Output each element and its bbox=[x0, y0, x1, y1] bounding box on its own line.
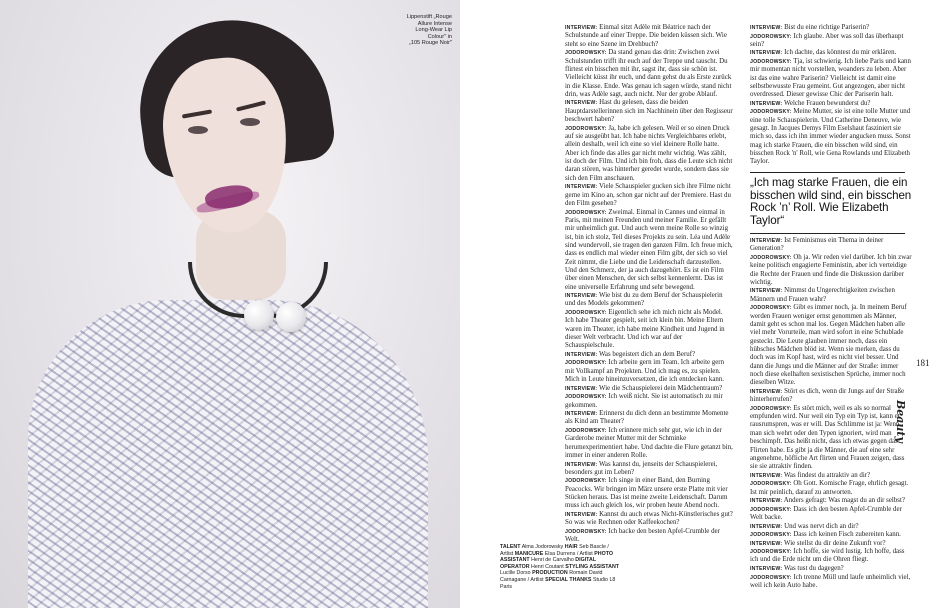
paragraph-text: Wie die Schauspielerei dein Mädchentraum? bbox=[598, 384, 723, 392]
paragraph-text: Hast du gelesen, dass die beiden Hauptdarstellerinnen sich im Nachhinein über den Regisseur beschwert haben? bbox=[565, 99, 733, 124]
paragraph-text: Zweimal. Einmal in Cannes und einmal in Paris, mit meinen Freunden und meiner Familie. Er gefällt mir unheimlich gut. Und auch wenn meine Rolle so winzig ist, bin ich stolz, Teil dieses Projekts zu sein. Léa und Adèle sind wundervoll, sie tragen den ganzen Film. Ich freue mich, dass es endlich mal wieder einen Film gibt, der sich so viel Zeit nimmt, die Liebe und die Leidenschaft darzustellen. Und den Schmerz, der ja auch dazugehört. Es ist ein Film über einen Menschen, der sich selbst kennenlernt. Das ist eine universelle Erfahrung und sehr bewegend. bbox=[565, 208, 733, 291]
interview-paragraph bbox=[565, 309, 733, 351]
interview-paragraph bbox=[750, 388, 912, 405]
interview-paragraph bbox=[565, 99, 733, 124]
speaker-label: INTERVIEW: bbox=[750, 472, 783, 479]
paragraph-text: Und was nervt dich an dir? bbox=[784, 522, 859, 530]
interview-paragraph bbox=[750, 548, 912, 565]
paragraph-text: Ich glaube. Aber was soll das überhaupt sein? bbox=[750, 32, 904, 48]
interview-paragraph bbox=[565, 385, 733, 393]
interview-paragraph bbox=[565, 292, 733, 309]
credit-text: Henri de Carvalho bbox=[531, 557, 574, 564]
interview-paragraph bbox=[750, 574, 912, 591]
interview-paragraph bbox=[565, 427, 733, 460]
paragraph-text: Eigentlich sehe ich mich nicht als Model. Ich habe Theater gespielt, seit ich klein bin. Meine Eltern waren im Theater, ich habe meine Kindheit und Jugend in dieser Welt verbracht. Und ich war auf der Schauspielschule. bbox=[565, 309, 725, 350]
paragraph-text: Was kannst du, jenseits der Schauspielerei, besonders gut im Leben? bbox=[565, 460, 718, 476]
paragraph-text: Ich backe den besten Apfel-Crumble der Welt. bbox=[565, 527, 720, 544]
paragraph-text: Wie stellst du dir deine Zukunft vor? bbox=[783, 539, 886, 547]
credit-label: MANICURE bbox=[514, 550, 544, 557]
interview-paragraph bbox=[565, 125, 733, 183]
paragraph-text: Was begeistert dich an dem Beruf? bbox=[598, 350, 696, 358]
paragraph-text: Ich hoffe, sie wird lustig. Ich hoffe, dass ich und die Erde nicht um die Ohren fliegt. bbox=[750, 548, 905, 564]
speaker-label: INTERVIEW: bbox=[565, 511, 598, 518]
interview-paragraph bbox=[565, 359, 733, 384]
speaker-label: JODOROWSKY: bbox=[565, 209, 607, 216]
paragraph-text: Kannst du auch etwas Nicht-Künstlerisches gut? So was wie Rechnen oder Kaffeekochen? bbox=[565, 510, 733, 527]
speaker-label: JODOROWSKY: bbox=[750, 305, 792, 312]
magazine-name: Beauty bbox=[894, 400, 907, 443]
speaker-label: JODOROWSKY: bbox=[565, 360, 607, 367]
page-number: 181 bbox=[916, 358, 930, 368]
photo-caption bbox=[360, 14, 452, 47]
caption-line: Colour" in bbox=[427, 33, 452, 40]
credit-text: Seb Bascle / bbox=[579, 544, 609, 550]
speaker-label: INTERVIEW: bbox=[565, 461, 598, 468]
speaker-label: INTERVIEW: bbox=[565, 184, 598, 191]
paragraph-text: Ja, habe ich gelesen. Weil er so einen Druck auf sie ausgeübt hat. Ich habe nichts Vergleichbares erlebt, allein deshalb, weil ich eine so viel kleinere Rolle hatte. Aber ich finde das alles gar nicht mehr wichtig. Was zählt, ist doch der Film. Und ich bin froh, dass die Leute sich nicht daran stören, was hinterher geredet wurde, sondern dass sie sich den Film anschauen. bbox=[565, 124, 733, 182]
paragraph-text: Ich arbeite gern im Team. Ich arbeite gern mit Vollkampf an Projekten. Und ich mag es, zu spielen. Mich in Leute hineinzuversetzen, die ich entdecken kann. bbox=[565, 359, 725, 384]
paragraph-text: Anders gefragt: Was magst du an dir selbst? bbox=[783, 497, 905, 505]
interview-paragraph bbox=[565, 461, 733, 478]
column-2-bottom bbox=[750, 237, 912, 590]
interview-paragraph bbox=[565, 183, 733, 208]
interview-paragraph bbox=[565, 49, 733, 99]
paragraph-text: Tja, ist schwierig. Ich liebe Paris und kann mir momentan nicht vorstellen, woanders zu leben. Aber ist das eine wahre Pariserin? Vielleicht ist damit eine selbstbewusste Frau gemeint. Gut angezogen, aber nicht overdressed. Dieser gewisse Chic der Pariserin halt. bbox=[750, 57, 911, 99]
paragraph-text: Meine Mutter, sie ist eine tolle Mutter und eine tolle Schauspielerin. Und Catherine Deneuve, wie gesagt. In Jacques Demys Film Eselshaut fasziniert sie mich so, dass ich ihn immer wieder angucken muss. Sonst mag ich starke Frauen, die ein bisschen wild sind, ein bisschen Rock 'n' Roll, wie Gena Rowlands und Elizabeth Taylor. bbox=[750, 108, 911, 166]
speaker-label: INTERVIEW: bbox=[750, 100, 783, 107]
paragraph-text: Wie bist du zu dem Beruf der Schauspielerin und des Models gekommen? bbox=[565, 292, 723, 308]
credit-label: DIGITAL OPERATOR bbox=[500, 557, 596, 570]
cover-photo bbox=[0, 0, 460, 608]
credit-entry bbox=[500, 544, 565, 550]
interview-paragraph bbox=[750, 506, 912, 523]
credit-entry bbox=[565, 544, 609, 550]
speaker-label: INTERVIEW: bbox=[750, 237, 783, 244]
paragraph-text: Stört es dich, wenn dir Jungs auf der Straße hinterherrufen? bbox=[750, 387, 905, 404]
paragraph-text: Bist du eine richtige Pariserin? bbox=[784, 24, 870, 31]
speaker-label: JODOROWSKY: bbox=[565, 478, 607, 485]
credit-text: Romain David Carnagane / Artlist bbox=[500, 570, 603, 583]
credit-text: Lucille Dorso bbox=[500, 570, 531, 577]
paragraph-text: Es stört mich, weil es als so normal empfunden wird. Nur weil ein Typ ein Typ ist, kann er rausrumspren, was er will. Das Schlimme ist ja: Wenn man sich wehrt oder den Typen ignoriert, wird man beschimpft. Das heißt nicht, dass ich etwas gegen das Flirten habe. Es gibt ja die Männer, die auf eine sehr angenehme, höfliche Art flirten und Frauen zeigen, dass sie sie attraktiv finden. bbox=[750, 404, 905, 471]
credit-label: HAIR bbox=[564, 544, 578, 550]
necklace-pearl-left bbox=[244, 300, 274, 330]
speaker-label: JODOROWSKY: bbox=[565, 394, 607, 401]
interview-paragraph bbox=[565, 24, 733, 49]
speaker-label: INTERVIEW: bbox=[750, 25, 783, 31]
interview-paragraph bbox=[750, 58, 912, 100]
credit-text: Artlist bbox=[500, 550, 514, 557]
speaker-label: JODOROWSKY: bbox=[750, 574, 792, 581]
speaker-label: INTERVIEW: bbox=[565, 351, 598, 358]
left-eye bbox=[188, 126, 208, 134]
photo-credits bbox=[500, 544, 622, 590]
right-eye bbox=[240, 118, 260, 126]
speaker-label: INTERVIEW: bbox=[565, 411, 598, 418]
paragraph-text: Was findest du attraktiv an dir? bbox=[783, 471, 871, 479]
interview-paragraph bbox=[750, 565, 912, 573]
necklace-pearl-right bbox=[276, 302, 306, 332]
speaker-label: JODOROWSKY: bbox=[565, 310, 607, 316]
interview-paragraph bbox=[750, 472, 912, 480]
interview-column-2 bbox=[750, 24, 912, 590]
interview-paragraph bbox=[750, 49, 912, 57]
interview-paragraph bbox=[565, 528, 733, 545]
interview-paragraph bbox=[750, 523, 912, 531]
speaker-label: INTERVIEW: bbox=[750, 50, 783, 57]
paragraph-text: Was tust du dagegen? bbox=[783, 565, 844, 572]
speaker-label: JODOROWSKY: bbox=[750, 109, 792, 116]
credit-entry bbox=[500, 551, 515, 557]
speaker-label: INTERVIEW: bbox=[750, 540, 783, 547]
credit-label: STYLING ASSISTANT bbox=[565, 563, 620, 570]
interview-paragraph bbox=[750, 254, 912, 287]
speaker-label: JODOROWSKY: bbox=[565, 125, 607, 132]
paragraph-text: Erinnerst du dich denn an bestimmte Momente als Kind am Theater? bbox=[565, 410, 729, 426]
column-2-top bbox=[750, 24, 912, 167]
speaker-label: JODOROWSKY: bbox=[565, 427, 607, 434]
credit-label: TALENT bbox=[500, 544, 521, 550]
interview-paragraph bbox=[750, 33, 912, 50]
interview-paragraph bbox=[750, 497, 912, 505]
quote-rule-bottom bbox=[750, 233, 905, 234]
paragraph-text: Oh Gott. Komische Frage, ehrlich gesagt. Ist mir peinlich, darauf zu antworten. bbox=[750, 480, 909, 496]
caption-line: „105 Rouge Noir" bbox=[408, 40, 452, 47]
paragraph-text: Ich singe in einer Band, den Burning Peacocks. Wir bringen im März unsere erste Platte mit vier Stücken heraus. Das ist meine zweite Leidenschaft. Darum muss ich auch gleich los, wir proben heute Abend noch. bbox=[565, 477, 728, 510]
interview-paragraph bbox=[750, 480, 912, 497]
speaker-label: INTERVIEW: bbox=[750, 566, 783, 572]
speaker-label: JODOROWSKY: bbox=[750, 549, 792, 556]
credit-label: PRODUCTION bbox=[532, 570, 568, 577]
speaker-label: INTERVIEW: bbox=[565, 385, 598, 392]
paragraph-text: Ich trenne Müll und laufe unheimlich viel, weil ich kein Auto habe. bbox=[750, 573, 911, 589]
speaker-label: INTERVIEW: bbox=[565, 100, 598, 107]
paragraph-text: Ist Feminismus ein Thema in deiner Generation? bbox=[750, 236, 884, 253]
interview-paragraph bbox=[565, 477, 733, 510]
quote-rule-top bbox=[750, 172, 905, 173]
paragraph-text: Ich weiß nicht. Sie ist automatisch zu mir gekommen. bbox=[565, 393, 723, 409]
speaker-label: JODOROWSKY: bbox=[750, 481, 792, 488]
paragraph-text: Dass ich keinen Fisch zubereiten kann. bbox=[793, 531, 901, 539]
interview-paragraph bbox=[565, 393, 733, 410]
caption-line: Lippenstift „Rouge bbox=[406, 14, 452, 20]
speaker-label: INTERVIEW: bbox=[750, 498, 783, 505]
paragraph-text: Welche Frauen bewunderst du? bbox=[783, 99, 871, 107]
credit-label: PHOTO ASSISTANT bbox=[500, 550, 613, 564]
speaker-label: JODOROWSKY: bbox=[750, 58, 792, 65]
speaker-label: INTERVIEW: bbox=[565, 293, 598, 300]
speaker-label: JODOROWSKY: bbox=[750, 254, 792, 261]
speaker-label: JODOROWSKY: bbox=[750, 33, 792, 40]
interview-paragraph bbox=[750, 405, 912, 472]
credit-entry bbox=[515, 551, 595, 557]
sequin-dress bbox=[28, 300, 428, 608]
interview-page bbox=[460, 0, 936, 608]
interview-paragraph bbox=[750, 24, 912, 32]
paragraph-text: Dass ich den besten Apfel-Crumble der Welt backe. bbox=[750, 505, 902, 521]
interview-column-1 bbox=[565, 24, 733, 545]
interview-paragraph bbox=[565, 410, 733, 427]
interview-paragraph bbox=[750, 540, 912, 548]
caption-line: Allure Intense bbox=[417, 20, 452, 27]
speaker-label: INTERVIEW: bbox=[750, 388, 783, 395]
paragraph-text: Ich erinnere mich sehr gut, wie ich in der Garderobe meiner Mutter mit der Schminke herumexperimentiert habe. Und dachte die Flure getanzt bin, immer in einer anderen Rolle. bbox=[565, 426, 733, 459]
credit-label: SPECIAL THANKS bbox=[545, 576, 592, 583]
paragraph-text: Nimmst du Ungerechtigkeiten zwischen Männern und Frauen wahr? bbox=[750, 287, 895, 303]
credit-text: Studio L8 Paris bbox=[500, 576, 616, 590]
interview-paragraph bbox=[565, 351, 733, 359]
speaker-label: INTERVIEW: bbox=[565, 25, 598, 31]
speaker-label: JODOROWSKY: bbox=[750, 532, 792, 539]
speaker-label: INTERVIEW: bbox=[750, 523, 783, 530]
interview-paragraph bbox=[750, 531, 912, 539]
pull-quote: „Ich mag starke Frauen, die ein bisschen wild sind, ein bisschen Rock ’n’ Roll. Wie Elizabeth Taylor“ bbox=[750, 175, 912, 228]
credit-text: Elsa Durrens / Artlist bbox=[544, 550, 593, 557]
paragraph-text: Oh ja. Wir reden viel darüber. Ich bin zwar keine politisch engagierte Feministin, aber ich verteidige die Rechte der Frauen und finde die Diskussion darüber wichtig. bbox=[750, 253, 912, 286]
speaker-label: INTERVIEW: bbox=[750, 288, 783, 295]
paragraph-text: Viele Schauspieler gucken sich ihre Filme nicht gerne im Kino an, schon gar nicht auf der Premiere. Hast du den Film gesehen? bbox=[565, 183, 731, 207]
speaker-label: JODOROWSKY: bbox=[565, 50, 607, 57]
credit-text: Henri Coutant bbox=[531, 563, 564, 570]
speaker-label: JODOROWSKY: bbox=[750, 506, 792, 513]
speaker-label: JODOROWSKY: bbox=[750, 405, 792, 412]
interview-paragraph bbox=[750, 237, 912, 254]
interview-paragraph bbox=[565, 209, 733, 292]
interview-paragraph bbox=[750, 287, 912, 304]
speaker-label: JODOROWSKY: bbox=[565, 528, 607, 535]
caption-line: Long-Wear Lip bbox=[415, 27, 452, 34]
paragraph-text: Ich dachte, das könntest du mir erklären. bbox=[784, 49, 897, 57]
interview-paragraph bbox=[565, 511, 733, 528]
interview-paragraph bbox=[750, 304, 912, 387]
paragraph-text: Da stand genau das drin: Zwischen zwei Schulstunden trifft ihr euch auf der Treppe und tauscht. Du flirtest ein bisschen mit ihr, sagst ihr, dass sie schön ist. Vielleicht küsst ihr euch, und dann gehst du als Erste zurück in die Klasse. Ende. Was genau ich sagen würde, stand nicht drin, was Adèle sagt, auch nicht. Nur der grobe Ablauf. bbox=[565, 49, 732, 98]
interview-paragraph bbox=[750, 100, 912, 108]
interview-paragraph bbox=[750, 108, 912, 166]
credit-text: Alma Jodorowsky bbox=[521, 544, 564, 550]
paragraph-text: Gibt es immer noch, ja. In meinem Beruf werden Frauen weniger ernst genommen als Männer, damit geht es schon mal los. Gegen Mädchen haben alle viel mehr Vorurteile, man wird sofort in eine Schublade gesteckt. Die Leute glauben immer noch, dass ein hübsches Mädchen blöd ist. Wenn sie merken, dass du doch was im Kopf hast, wird es nicht viel besser. Und dann die Jungs und die Männer auf der Straße: immer noch diese ekelhaften sexistischen Sprüche, immer noch dieselben Witze. bbox=[750, 304, 907, 387]
paragraph-text: Einmal sitzt Adèle mit Béatrice nach der Schulstunde auf einer Treppe. Die beiden küssen sich. Wie steht so eine Szene im Drehbuch? bbox=[565, 24, 727, 48]
